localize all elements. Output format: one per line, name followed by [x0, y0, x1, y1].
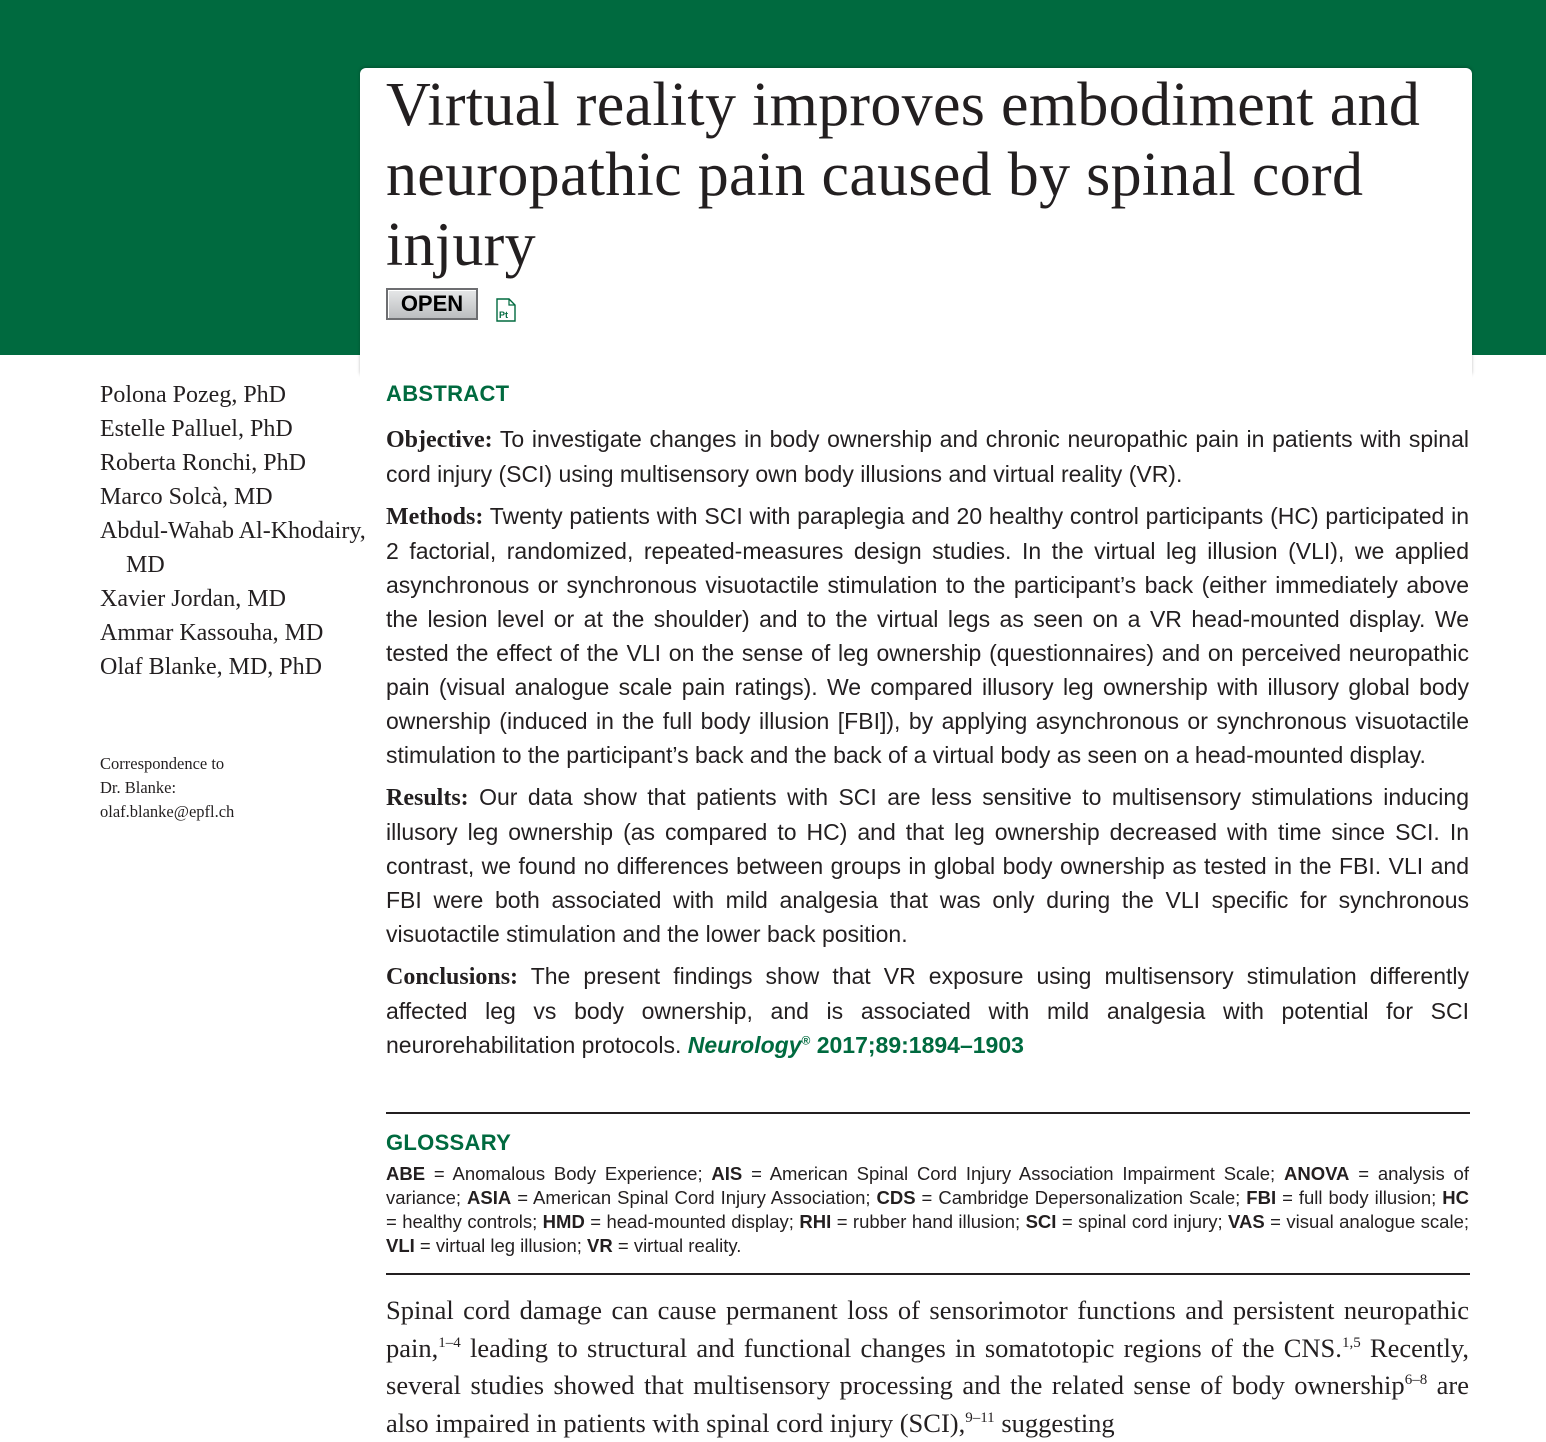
pt-icon-label: Pt: [499, 310, 508, 320]
reference-marker[interactable]: 6–8: [1404, 1372, 1428, 1389]
author-list: [100, 378, 365, 684]
glossary-definition: = head-mounted display;: [584, 1211, 800, 1232]
correspondence: [100, 752, 300, 824]
glossary-definition: = American Spinal Cord Injury Association Impairment Scale;: [742, 1163, 1284, 1184]
glossary-abbr: FBI: [1246, 1187, 1277, 1208]
abstract-conclusions: [386, 959, 1469, 1062]
glossary-abbr: ASIA: [467, 1187, 512, 1208]
glossary-abbr: ANOVA: [1283, 1163, 1350, 1184]
glossary-definition: = full body illusion;: [1276, 1187, 1443, 1208]
author-name: Xavier Jordan, MD: [100, 586, 286, 612]
article-title: Virtual reality improves embodiment and neuropathic pain caused by spinal cord injury: [386, 71, 1421, 279]
abstract-methods: [386, 499, 1469, 772]
body-text-segment: suggesting: [994, 1407, 1115, 1438]
glossary-abbr: HMD: [542, 1211, 585, 1232]
abstract-heading: ABSTRACT: [386, 381, 510, 406]
divider: [386, 1112, 1470, 1114]
glossary-abbr: CDS: [876, 1187, 916, 1208]
author-name: Polona Pozeg, PhD: [100, 382, 286, 408]
divider: [386, 1273, 1470, 1275]
conclusions-text: The present findings show that VR exposure using multisensory stimulation differently affected leg vs body ownership, and is associated with mild analgesia with potential for SCI neurorehabilitation protocols.: [386, 963, 1469, 1058]
conclusions-label: Conclusions:: [386, 964, 519, 990]
glossary-definition: = Anomalous Body Experience;: [425, 1163, 712, 1184]
glossary-abbr: VAS: [1228, 1211, 1265, 1232]
correspondence-email[interactable]: olaf.blanke@epfl.ch: [100, 802, 235, 821]
glossary-definition: = virtual leg illusion;: [414, 1235, 588, 1256]
abstract: [386, 422, 1469, 1070]
citation-journal: Neurology: [687, 1032, 802, 1058]
glossary-abbr: AIS: [711, 1163, 743, 1184]
glossary-definition: = spinal cord injury;: [1056, 1211, 1229, 1232]
glossary-definition: = virtual reality.: [612, 1235, 742, 1256]
body-text-segment: Spinal cord damage can cause permanent loss of sensorimotor functions and persistent neuropathic pain,: [386, 1295, 1469, 1363]
body-paragraph: [386, 1292, 1469, 1442]
title-card-base: [360, 355, 1472, 385]
citation-registered-mark: ®: [801, 1033, 811, 1048]
reference-marker[interactable]: 9–11: [965, 1409, 995, 1426]
abstract-objective: [386, 422, 1469, 491]
author-name-continued: MD: [126, 552, 165, 578]
author-name: Olaf Blanke, MD, PhD: [100, 654, 322, 680]
objective-text: To investigate changes in body ownership and chronic neuropathic pain in patients with spinal cord injury (SCI) using multisensory own body illusions and virtual reality (VR).: [386, 426, 1469, 487]
objective-label: Objective:: [386, 427, 493, 453]
glossary-heading: GLOSSARY: [386, 1130, 512, 1155]
glossary-abbr: VR: [587, 1235, 613, 1256]
correspondence-line: Dr. Blanke:: [100, 778, 177, 797]
glossary-definition: = visual analogue scale;: [1264, 1211, 1470, 1232]
glossary-abbr: ABE: [386, 1163, 426, 1184]
glossary-definition: = Cambridge Depersonalization Scale;: [915, 1187, 1247, 1208]
author-name: Marco Solcà, MD: [100, 484, 273, 510]
citation-link[interactable]: [688, 1032, 1024, 1058]
glossary-definition: = American Spinal Cord Injury Association;: [511, 1187, 877, 1208]
open-access-badge[interactable]: OPEN: [386, 288, 478, 320]
methods-label: Methods:: [386, 504, 484, 530]
glossary-definition: = healthy controls;: [386, 1211, 543, 1232]
citation-reference: 2017;89:1894–1903: [816, 1032, 1024, 1058]
methods-text: Twenty patients with SCI with paraplegia and 20 healthy control participants (HC) participated in 2 factorial, randomized, repeated-measures design studies. In the virtual leg illusion (VLI), we applied asynchronous or synchronous visuotactile stimulation to the participant’s back (either immediately above the lesion level or at the shoulder) and to the virtual legs as seen on a VR head-mounted display. We tested the effect of the VLI on the sense of leg ownership (questionnaires) and on perceived neuropathic pain (visual analogue scale pain ratings). We compared illusory leg ownership with illusory global body ownership (induced in the full body illusion [FBI]), by applying asynchronous or synchronous visuotactile stimulation to the participant’s back and the back of a virtual body as seen on a head-mounted display.: [386, 503, 1469, 768]
glossary-definition: = analysis of variance;: [386, 1163, 1469, 1208]
author-name: Roberta Ronchi, PhD: [100, 450, 306, 476]
correspondence-line: Correspondence to: [100, 754, 225, 773]
results-text: Our data show that patients with SCI are less sensitive to multisensory stimulations inducing illusory leg ownership (as compared to HC) and that leg ownership decreased with time since SCI. In contrast, we found no differences between groups in global body ownership as tested in the FBI. VLI and FBI were both associated with mild analgesia that was only during the VLI specific for synchronous visuotactile stimulation and the lower back position.: [386, 784, 1469, 947]
glossary-abbr: RHI: [799, 1211, 832, 1232]
author-name: Estelle Palluel, PhD: [100, 416, 293, 442]
results-label: Results:: [386, 785, 469, 811]
body-text-segment: Recently, several studies showed that multisensory processing and the related sense of body ownership: [386, 1332, 1469, 1400]
glossary-definition: = rubber hand illusion;: [831, 1211, 1026, 1232]
abstract-results: [386, 780, 1469, 951]
glossary: [386, 1162, 1469, 1258]
glossary-abbr: HC: [1442, 1187, 1469, 1208]
reference-marker[interactable]: 1–4: [438, 1334, 461, 1351]
glossary-abbr: SCI: [1025, 1211, 1057, 1232]
body-text-segment: leading to structural and functional changes in somatotopic regions of the CNS.: [460, 1332, 1342, 1363]
glossary-abbr: VLI: [386, 1235, 415, 1256]
patient-page-icon[interactable]: [496, 298, 516, 322]
reference-marker[interactable]: 1,5: [1341, 1334, 1361, 1351]
author-name: Abdul-Wahab Al-Khodairy,: [100, 518, 366, 544]
body-text-segment: are also impaired in patients with spinal cord injury (SCI),: [386, 1370, 1469, 1438]
author-name: Ammar Kassouha, MD: [100, 620, 324, 646]
